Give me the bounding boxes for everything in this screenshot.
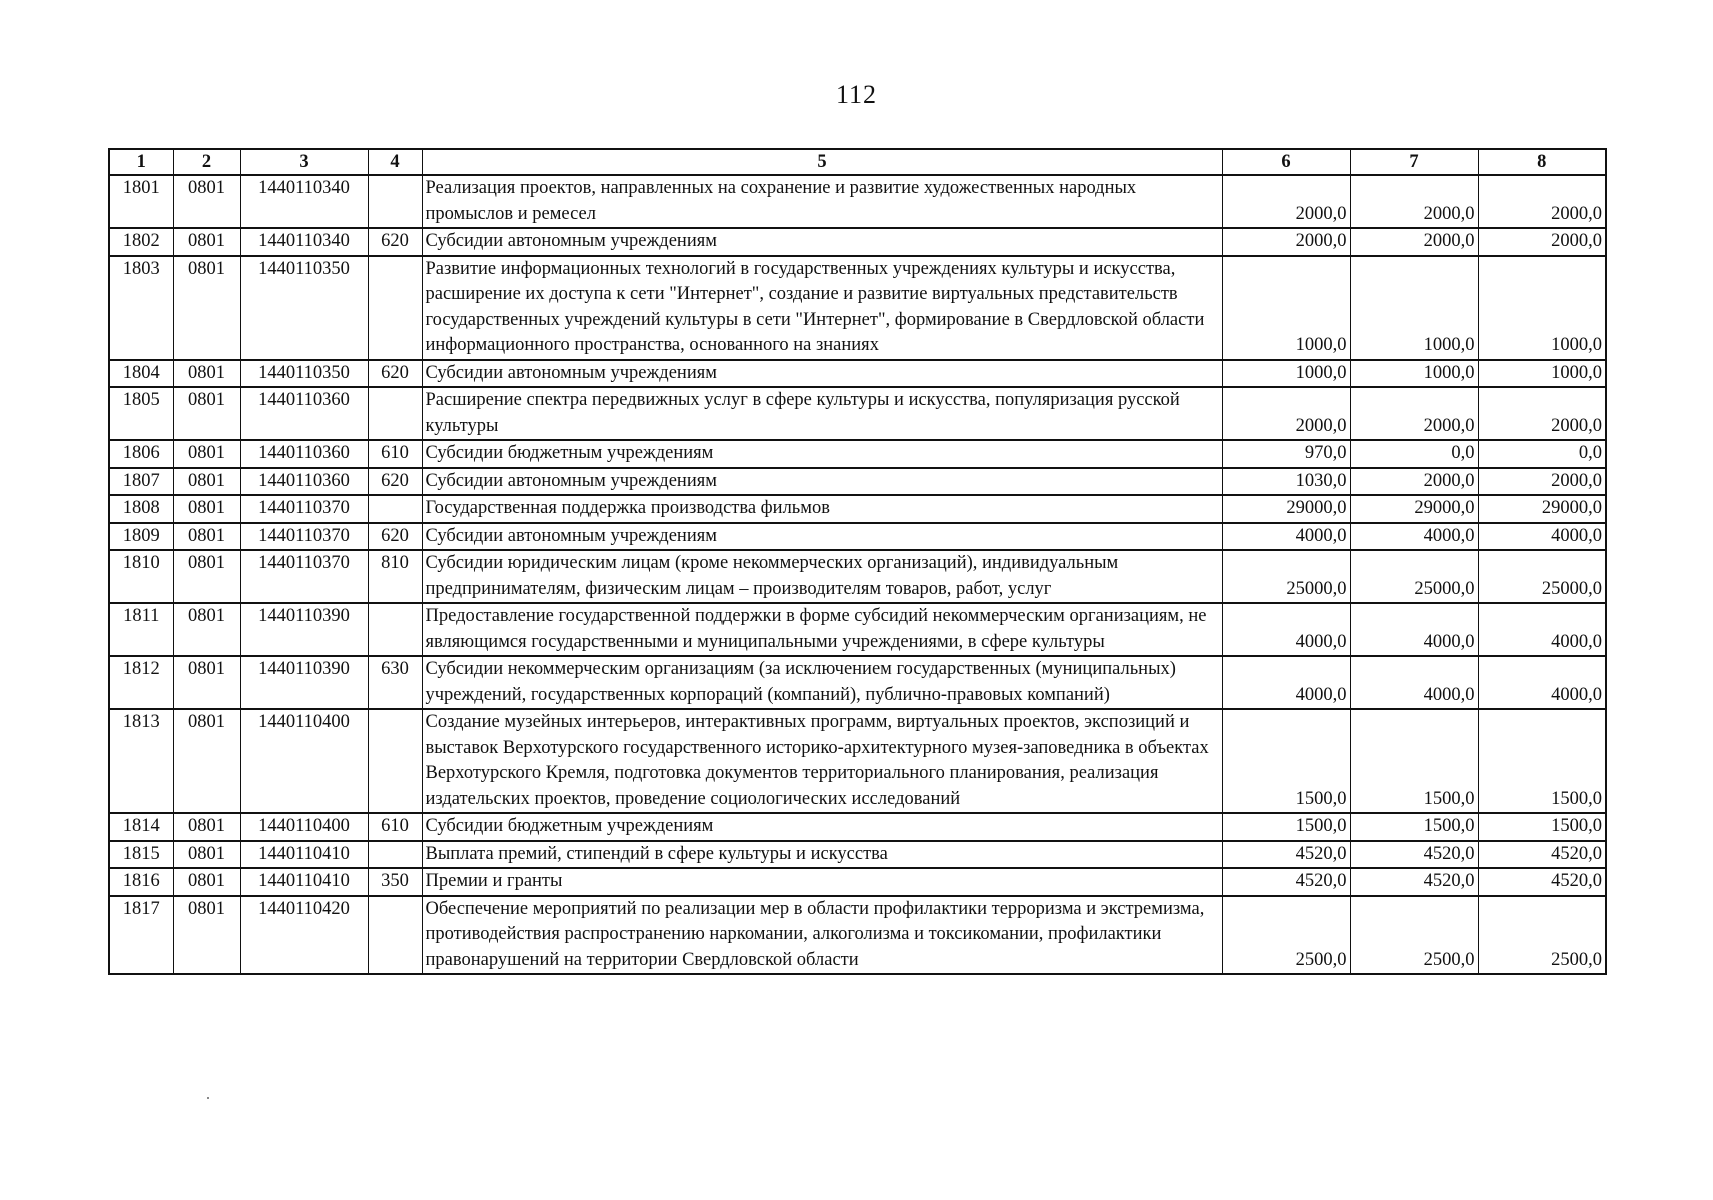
column-header-6: 6 <box>1222 149 1350 175</box>
table-row <box>109 868 1606 896</box>
target-article-cell: 1440110360 <box>240 440 368 468</box>
expense-type-cell: 620 <box>368 523 422 551</box>
column-header-3: 3 <box>240 149 368 175</box>
amount-col8-cell: 4520,0 <box>1478 868 1606 896</box>
amount-col7-cell: 1000,0 <box>1350 360 1478 388</box>
expense-type-cell: 620 <box>368 228 422 256</box>
amount-col8-cell: 4000,0 <box>1478 656 1606 709</box>
table-row <box>109 896 1606 975</box>
expense-type-cell: 620 <box>368 468 422 496</box>
description-cell: Расширение спектра передвижных услуг в сфере культуры и искусства, популяризация русской культуры <box>422 387 1222 440</box>
amount-col7-cell: 4000,0 <box>1350 523 1478 551</box>
column-header-5: 5 <box>422 149 1222 175</box>
amount-col7-cell: 4000,0 <box>1350 603 1478 656</box>
column-header-4: 4 <box>368 149 422 175</box>
section-code-cell: 0801 <box>173 841 240 869</box>
table-row <box>109 550 1606 603</box>
scan-dot <box>207 1097 209 1099</box>
description-cell: Субсидии автономным учреждениям <box>422 468 1222 496</box>
table-row <box>109 709 1606 813</box>
target-article-cell: 1440110340 <box>240 175 368 228</box>
expense-type-cell: 630 <box>368 656 422 709</box>
amount-col6-cell: 1030,0 <box>1222 468 1350 496</box>
table-row <box>109 228 1606 256</box>
expense-type-cell <box>368 495 422 523</box>
row-number-cell: 1808 <box>109 495 173 523</box>
row-number-cell: 1812 <box>109 656 173 709</box>
amount-col8-cell: 4520,0 <box>1478 841 1606 869</box>
target-article-cell: 1440110340 <box>240 228 368 256</box>
column-header-8: 8 <box>1478 149 1606 175</box>
section-code-cell: 0801 <box>173 550 240 603</box>
row-number-cell: 1802 <box>109 228 173 256</box>
amount-col6-cell: 29000,0 <box>1222 495 1350 523</box>
table-row <box>109 603 1606 656</box>
description-cell: Развитие информационных технологий в государственных учреждениях культуры и искусства, расширение их доступа к сети "Интернет", создание и развитие виртуальных представительств государственных учреждений культуры в сети "Интернет", формирование в Свердловской области информационного пространства, основанного на знаниях <box>422 256 1222 360</box>
amount-col7-cell: 4520,0 <box>1350 868 1478 896</box>
description-cell: Премии и гранты <box>422 868 1222 896</box>
amount-col7-cell: 1000,0 <box>1350 256 1478 360</box>
section-code-cell: 0801 <box>173 896 240 975</box>
section-code-cell: 0801 <box>173 813 240 841</box>
amount-col8-cell: 1000,0 <box>1478 256 1606 360</box>
budget-table <box>108 148 1607 975</box>
section-code-cell: 0801 <box>173 228 240 256</box>
amount-col7-cell: 4000,0 <box>1350 656 1478 709</box>
column-header-2: 2 <box>173 149 240 175</box>
amount-col8-cell: 1000,0 <box>1478 360 1606 388</box>
description-cell: Государственная поддержка производства фильмов <box>422 495 1222 523</box>
expense-type-cell <box>368 841 422 869</box>
column-header-7: 7 <box>1350 149 1478 175</box>
amount-col7-cell: 2000,0 <box>1350 387 1478 440</box>
row-number-cell: 1817 <box>109 896 173 975</box>
table-row <box>109 813 1606 841</box>
amount-col7-cell: 25000,0 <box>1350 550 1478 603</box>
amount-col8-cell: 4000,0 <box>1478 523 1606 551</box>
description-cell: Субсидии некоммерческим организациям (за исключением государственных (муниципальных) учреждений, государственных корпораций (компаний), публично-правовых компаний) <box>422 656 1222 709</box>
target-article-cell: 1440110410 <box>240 841 368 869</box>
target-article-cell: 1440110360 <box>240 468 368 496</box>
expense-type-cell <box>368 175 422 228</box>
target-article-cell: 1440110370 <box>240 523 368 551</box>
target-article-cell: 1440110420 <box>240 896 368 975</box>
section-code-cell: 0801 <box>173 440 240 468</box>
row-number-cell: 1803 <box>109 256 173 360</box>
description-cell: Реализация проектов, направленных на сохранение и развитие художественных народных промыслов и ремесел <box>422 175 1222 228</box>
amount-col8-cell: 2000,0 <box>1478 175 1606 228</box>
amount-col8-cell: 2500,0 <box>1478 896 1606 975</box>
expense-type-cell: 620 <box>368 360 422 388</box>
row-number-cell: 1816 <box>109 868 173 896</box>
amount-col8-cell: 1500,0 <box>1478 813 1606 841</box>
description-cell: Субсидии бюджетным учреждениям <box>422 813 1222 841</box>
section-code-cell: 0801 <box>173 175 240 228</box>
section-code-cell: 0801 <box>173 868 240 896</box>
amount-col6-cell: 1000,0 <box>1222 360 1350 388</box>
amount-col7-cell: 1500,0 <box>1350 709 1478 813</box>
page-number: 112 <box>835 80 878 109</box>
target-article-cell: 1440110350 <box>240 360 368 388</box>
row-number-cell: 1807 <box>109 468 173 496</box>
amount-col6-cell: 4000,0 <box>1222 523 1350 551</box>
section-code-cell: 0801 <box>173 495 240 523</box>
table-row <box>109 495 1606 523</box>
expense-type-cell: 350 <box>368 868 422 896</box>
amount-col7-cell: 2500,0 <box>1350 896 1478 975</box>
amount-col6-cell: 1500,0 <box>1222 813 1350 841</box>
row-number-cell: 1815 <box>109 841 173 869</box>
description-cell: Предоставление государственной поддержки в форме субсидий некоммерческим организациям, не являющимся государственными и муниципальными учреждениями, в сфере культуры <box>422 603 1222 656</box>
amount-col8-cell: 29000,0 <box>1478 495 1606 523</box>
expense-type-cell: 610 <box>368 813 422 841</box>
amount-col7-cell: 2000,0 <box>1350 228 1478 256</box>
amount-col6-cell: 4000,0 <box>1222 656 1350 709</box>
expense-type-cell <box>368 603 422 656</box>
table-row <box>109 656 1606 709</box>
amount-col8-cell: 0,0 <box>1478 440 1606 468</box>
target-article-cell: 1440110390 <box>240 603 368 656</box>
section-code-cell: 0801 <box>173 360 240 388</box>
expense-type-cell <box>368 387 422 440</box>
table-row <box>109 256 1606 360</box>
amount-col6-cell: 2000,0 <box>1222 175 1350 228</box>
amount-col6-cell: 4520,0 <box>1222 868 1350 896</box>
row-number-cell: 1814 <box>109 813 173 841</box>
row-number-cell: 1811 <box>109 603 173 656</box>
expense-type-cell <box>368 896 422 975</box>
table-row <box>109 175 1606 228</box>
section-code-cell: 0801 <box>173 603 240 656</box>
amount-col6-cell: 2500,0 <box>1222 896 1350 975</box>
section-code-cell: 0801 <box>173 709 240 813</box>
description-cell: Субсидии автономным учреждениям <box>422 360 1222 388</box>
target-article-cell: 1440110370 <box>240 495 368 523</box>
amount-col8-cell: 4000,0 <box>1478 603 1606 656</box>
amount-col7-cell: 29000,0 <box>1350 495 1478 523</box>
description-cell: Субсидии юридическим лицам (кроме некоммерческих организаций), индивидуальным предпринимателям, физическим лицам – производителям товаров, работ, услуг <box>422 550 1222 603</box>
amount-col6-cell: 4520,0 <box>1222 841 1350 869</box>
section-code-cell: 0801 <box>173 387 240 440</box>
column-header-1: 1 <box>109 149 173 175</box>
expense-type-cell <box>368 709 422 813</box>
table-row <box>109 440 1606 468</box>
row-number-cell: 1801 <box>109 175 173 228</box>
expense-type-cell: 810 <box>368 550 422 603</box>
description-cell: Субсидии автономным учреждениям <box>422 228 1222 256</box>
description-cell: Субсидии бюджетным учреждениям <box>422 440 1222 468</box>
target-article-cell: 1440110400 <box>240 813 368 841</box>
expense-type-cell: 610 <box>368 440 422 468</box>
amount-col6-cell: 2000,0 <box>1222 228 1350 256</box>
amount-col6-cell: 1500,0 <box>1222 709 1350 813</box>
row-number-cell: 1810 <box>109 550 173 603</box>
row-number-cell: 1813 <box>109 709 173 813</box>
table-row <box>109 468 1606 496</box>
table-body <box>109 175 1606 974</box>
table-row <box>109 387 1606 440</box>
amount-col7-cell: 2000,0 <box>1350 175 1478 228</box>
amount-col7-cell: 2000,0 <box>1350 468 1478 496</box>
section-code-cell: 0801 <box>173 468 240 496</box>
amount-col6-cell: 1000,0 <box>1222 256 1350 360</box>
expense-type-cell <box>368 256 422 360</box>
header-row <box>109 149 1606 175</box>
target-article-cell: 1440110350 <box>240 256 368 360</box>
row-number-cell: 1809 <box>109 523 173 551</box>
description-cell: Обеспечение мероприятий по реализации мер в области профилактики терроризма и экстремизма, противодействия распространению наркомании, алкоголизма и токсикомании, профилактики правонарушений на территории Свердловской области <box>422 896 1222 975</box>
amount-col8-cell: 2000,0 <box>1478 228 1606 256</box>
amount-col7-cell: 4520,0 <box>1350 841 1478 869</box>
description-cell: Создание музейных интерьеров, интерактивных программ, виртуальных проектов, экспозиций и выставок Верхотурского государственного историко-архитектурного музея-заповедника в объектах Верхотурского Кремля, подготовка документов территориального планирования, реализация издательских проектов, проведение социологических исследований <box>422 709 1222 813</box>
amount-col7-cell: 1500,0 <box>1350 813 1478 841</box>
target-article-cell: 1440110410 <box>240 868 368 896</box>
description-cell: Выплата премий, стипендий в сфере культуры и искусства <box>422 841 1222 869</box>
amount-col8-cell: 25000,0 <box>1478 550 1606 603</box>
amount-col8-cell: 2000,0 <box>1478 387 1606 440</box>
section-code-cell: 0801 <box>173 256 240 360</box>
amount-col6-cell: 970,0 <box>1222 440 1350 468</box>
amount-col8-cell: 2000,0 <box>1478 468 1606 496</box>
target-article-cell: 1440110390 <box>240 656 368 709</box>
table-row <box>109 360 1606 388</box>
row-number-cell: 1805 <box>109 387 173 440</box>
table-row <box>109 841 1606 869</box>
row-number-cell: 1806 <box>109 440 173 468</box>
amount-col7-cell: 0,0 <box>1350 440 1478 468</box>
section-code-cell: 0801 <box>173 656 240 709</box>
section-code-cell: 0801 <box>173 523 240 551</box>
amount-col6-cell: 4000,0 <box>1222 603 1350 656</box>
amount-col6-cell: 25000,0 <box>1222 550 1350 603</box>
row-number-cell: 1804 <box>109 360 173 388</box>
target-article-cell: 1440110370 <box>240 550 368 603</box>
target-article-cell: 1440110400 <box>240 709 368 813</box>
description-cell: Субсидии автономным учреждениям <box>422 523 1222 551</box>
amount-col6-cell: 2000,0 <box>1222 387 1350 440</box>
amount-col8-cell: 1500,0 <box>1478 709 1606 813</box>
table-row <box>109 523 1606 551</box>
target-article-cell: 1440110360 <box>240 387 368 440</box>
